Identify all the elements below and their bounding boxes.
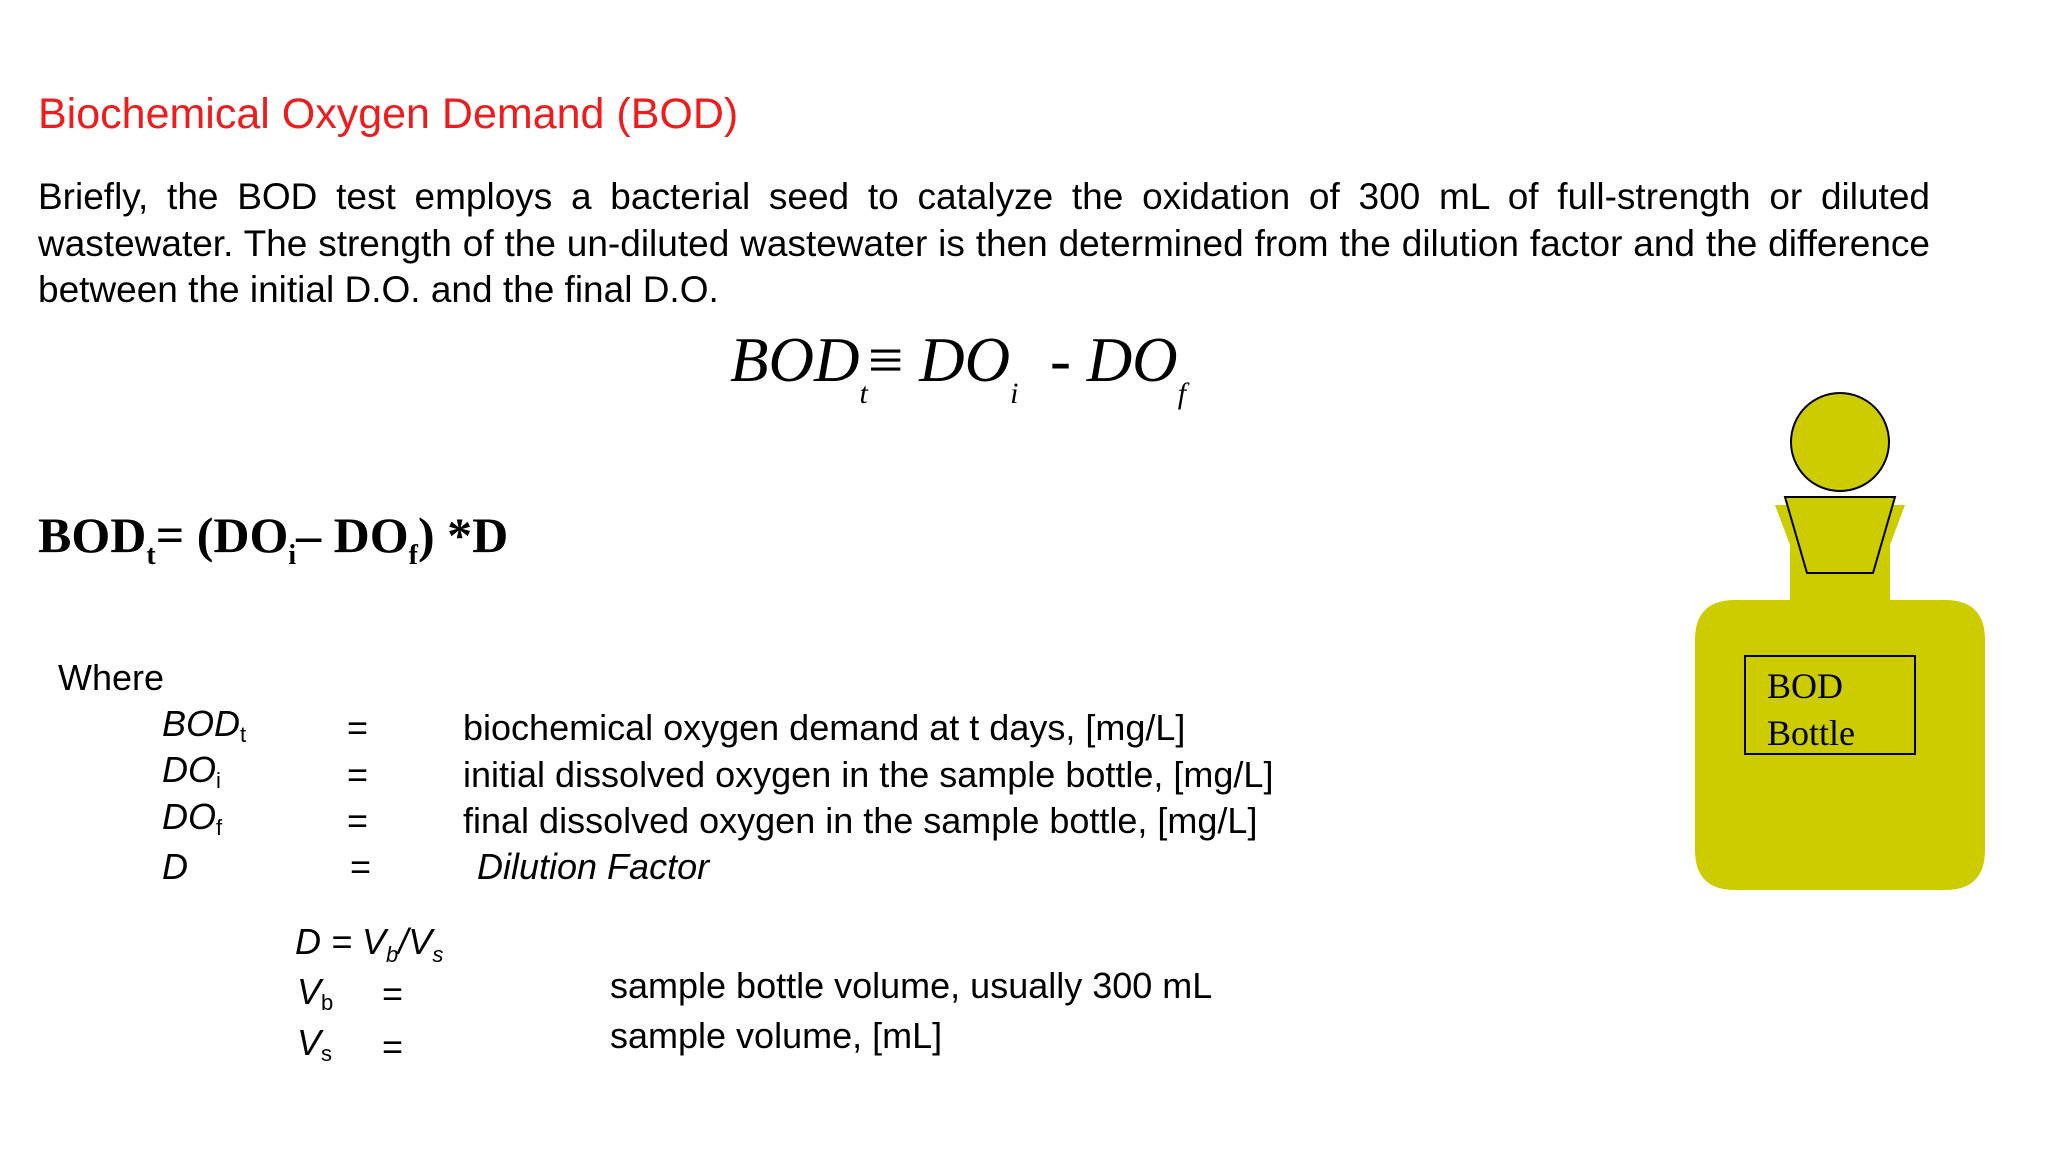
def-description: final dissolved oxygen in the sample bottle, [mg/L] bbox=[463, 800, 1258, 841]
def-equals: = bbox=[347, 754, 369, 795]
slide-title: Biochemical Oxygen Demand (BOD) bbox=[38, 90, 739, 138]
def-description: Dilution Factor bbox=[477, 846, 710, 887]
def-symbol-text: DO bbox=[162, 749, 216, 790]
def-symbol-do-final bbox=[162, 795, 222, 850]
vol-description: sample volume, [mL] bbox=[610, 1015, 943, 1056]
eq1-do-final-sub: f bbox=[1177, 377, 1187, 410]
eq1-do-final: DO bbox=[1086, 325, 1178, 395]
eq1-minus: - bbox=[1049, 325, 1071, 395]
def-symbol-sub: t bbox=[240, 722, 247, 747]
eq1-bod-sub: t bbox=[859, 377, 868, 410]
def-equals: = bbox=[350, 846, 372, 887]
def-symbol-text: BOD bbox=[162, 703, 241, 744]
def-equals: = bbox=[347, 800, 369, 841]
vol-symbol-sub: b bbox=[321, 990, 334, 1015]
vol-description: sample bottle volume, usually 300 mL bbox=[610, 965, 1213, 1006]
eq2-close: ) *D bbox=[417, 507, 509, 563]
eq2-open: (DO bbox=[196, 507, 289, 563]
intro-paragraph: Briefly, the BOD test employs a bacterial seed to catalyze the oxidation of 300 mL of full-strength or diluted wastewater. The strength of the un-diluted wastewater is then determined from the dilution factor and the difference between the initial D.O. and the final D.O. bbox=[38, 176, 1930, 310]
ratio-slash: /V bbox=[398, 921, 433, 962]
bod-bottle-illustration bbox=[1695, 385, 1985, 890]
def-equals: = bbox=[347, 707, 369, 748]
def-symbol-sub: i bbox=[216, 768, 221, 793]
def-symbol-text: DO bbox=[162, 796, 216, 837]
bottle-label-line1: BOD bbox=[1767, 666, 1844, 706]
vol-symbol-text: V bbox=[297, 1022, 322, 1063]
def-symbol-sub: f bbox=[216, 815, 223, 840]
where-label: Where bbox=[58, 657, 165, 698]
vol-symbol-text: V bbox=[297, 971, 322, 1012]
def-description: initial dissolved oxygen in the sample bottle, [mg/L] bbox=[463, 754, 1274, 795]
eq2-minus: – DO bbox=[296, 507, 409, 563]
eq1-equiv: ≡ bbox=[867, 325, 904, 395]
eq1-do-initial-sub: i bbox=[1010, 377, 1019, 410]
eq1-bod: BOD bbox=[730, 325, 860, 395]
ratio-sub-s: s bbox=[432, 942, 444, 967]
eq2-equals: = bbox=[155, 507, 185, 563]
bottle-stopper bbox=[1785, 393, 1895, 573]
bod-definition-equation bbox=[730, 320, 1186, 434]
vol-equals: = bbox=[382, 973, 404, 1014]
ratio-sub-b: b bbox=[386, 942, 399, 967]
ratio-lhs: D = V bbox=[295, 921, 387, 962]
def-symbol-d bbox=[162, 845, 188, 889]
vol-symbol-vb bbox=[297, 970, 333, 1025]
eq2-do-initial-sub: i bbox=[288, 540, 297, 571]
vol-symbol-vs bbox=[297, 1021, 332, 1076]
bottle-label bbox=[1767, 663, 1855, 757]
vol-equals: = bbox=[382, 1026, 404, 1067]
eq1-do-initial: DO bbox=[919, 325, 1011, 395]
vol-symbol-sub: s bbox=[321, 1041, 333, 1066]
eq2-bod-sub: t bbox=[146, 540, 156, 571]
def-description: biochemical oxygen demand at t days, [mg/L] bbox=[463, 707, 1186, 748]
bottle-label-line2: Bottle bbox=[1767, 713, 1855, 753]
eq2-do-final-sub: f bbox=[408, 540, 418, 571]
eq2-bod: BOD bbox=[38, 507, 147, 563]
bod-dilution-equation bbox=[38, 503, 508, 588]
def-symbol-text: D bbox=[162, 846, 188, 887]
dilution-ratio-equation bbox=[295, 920, 443, 977]
